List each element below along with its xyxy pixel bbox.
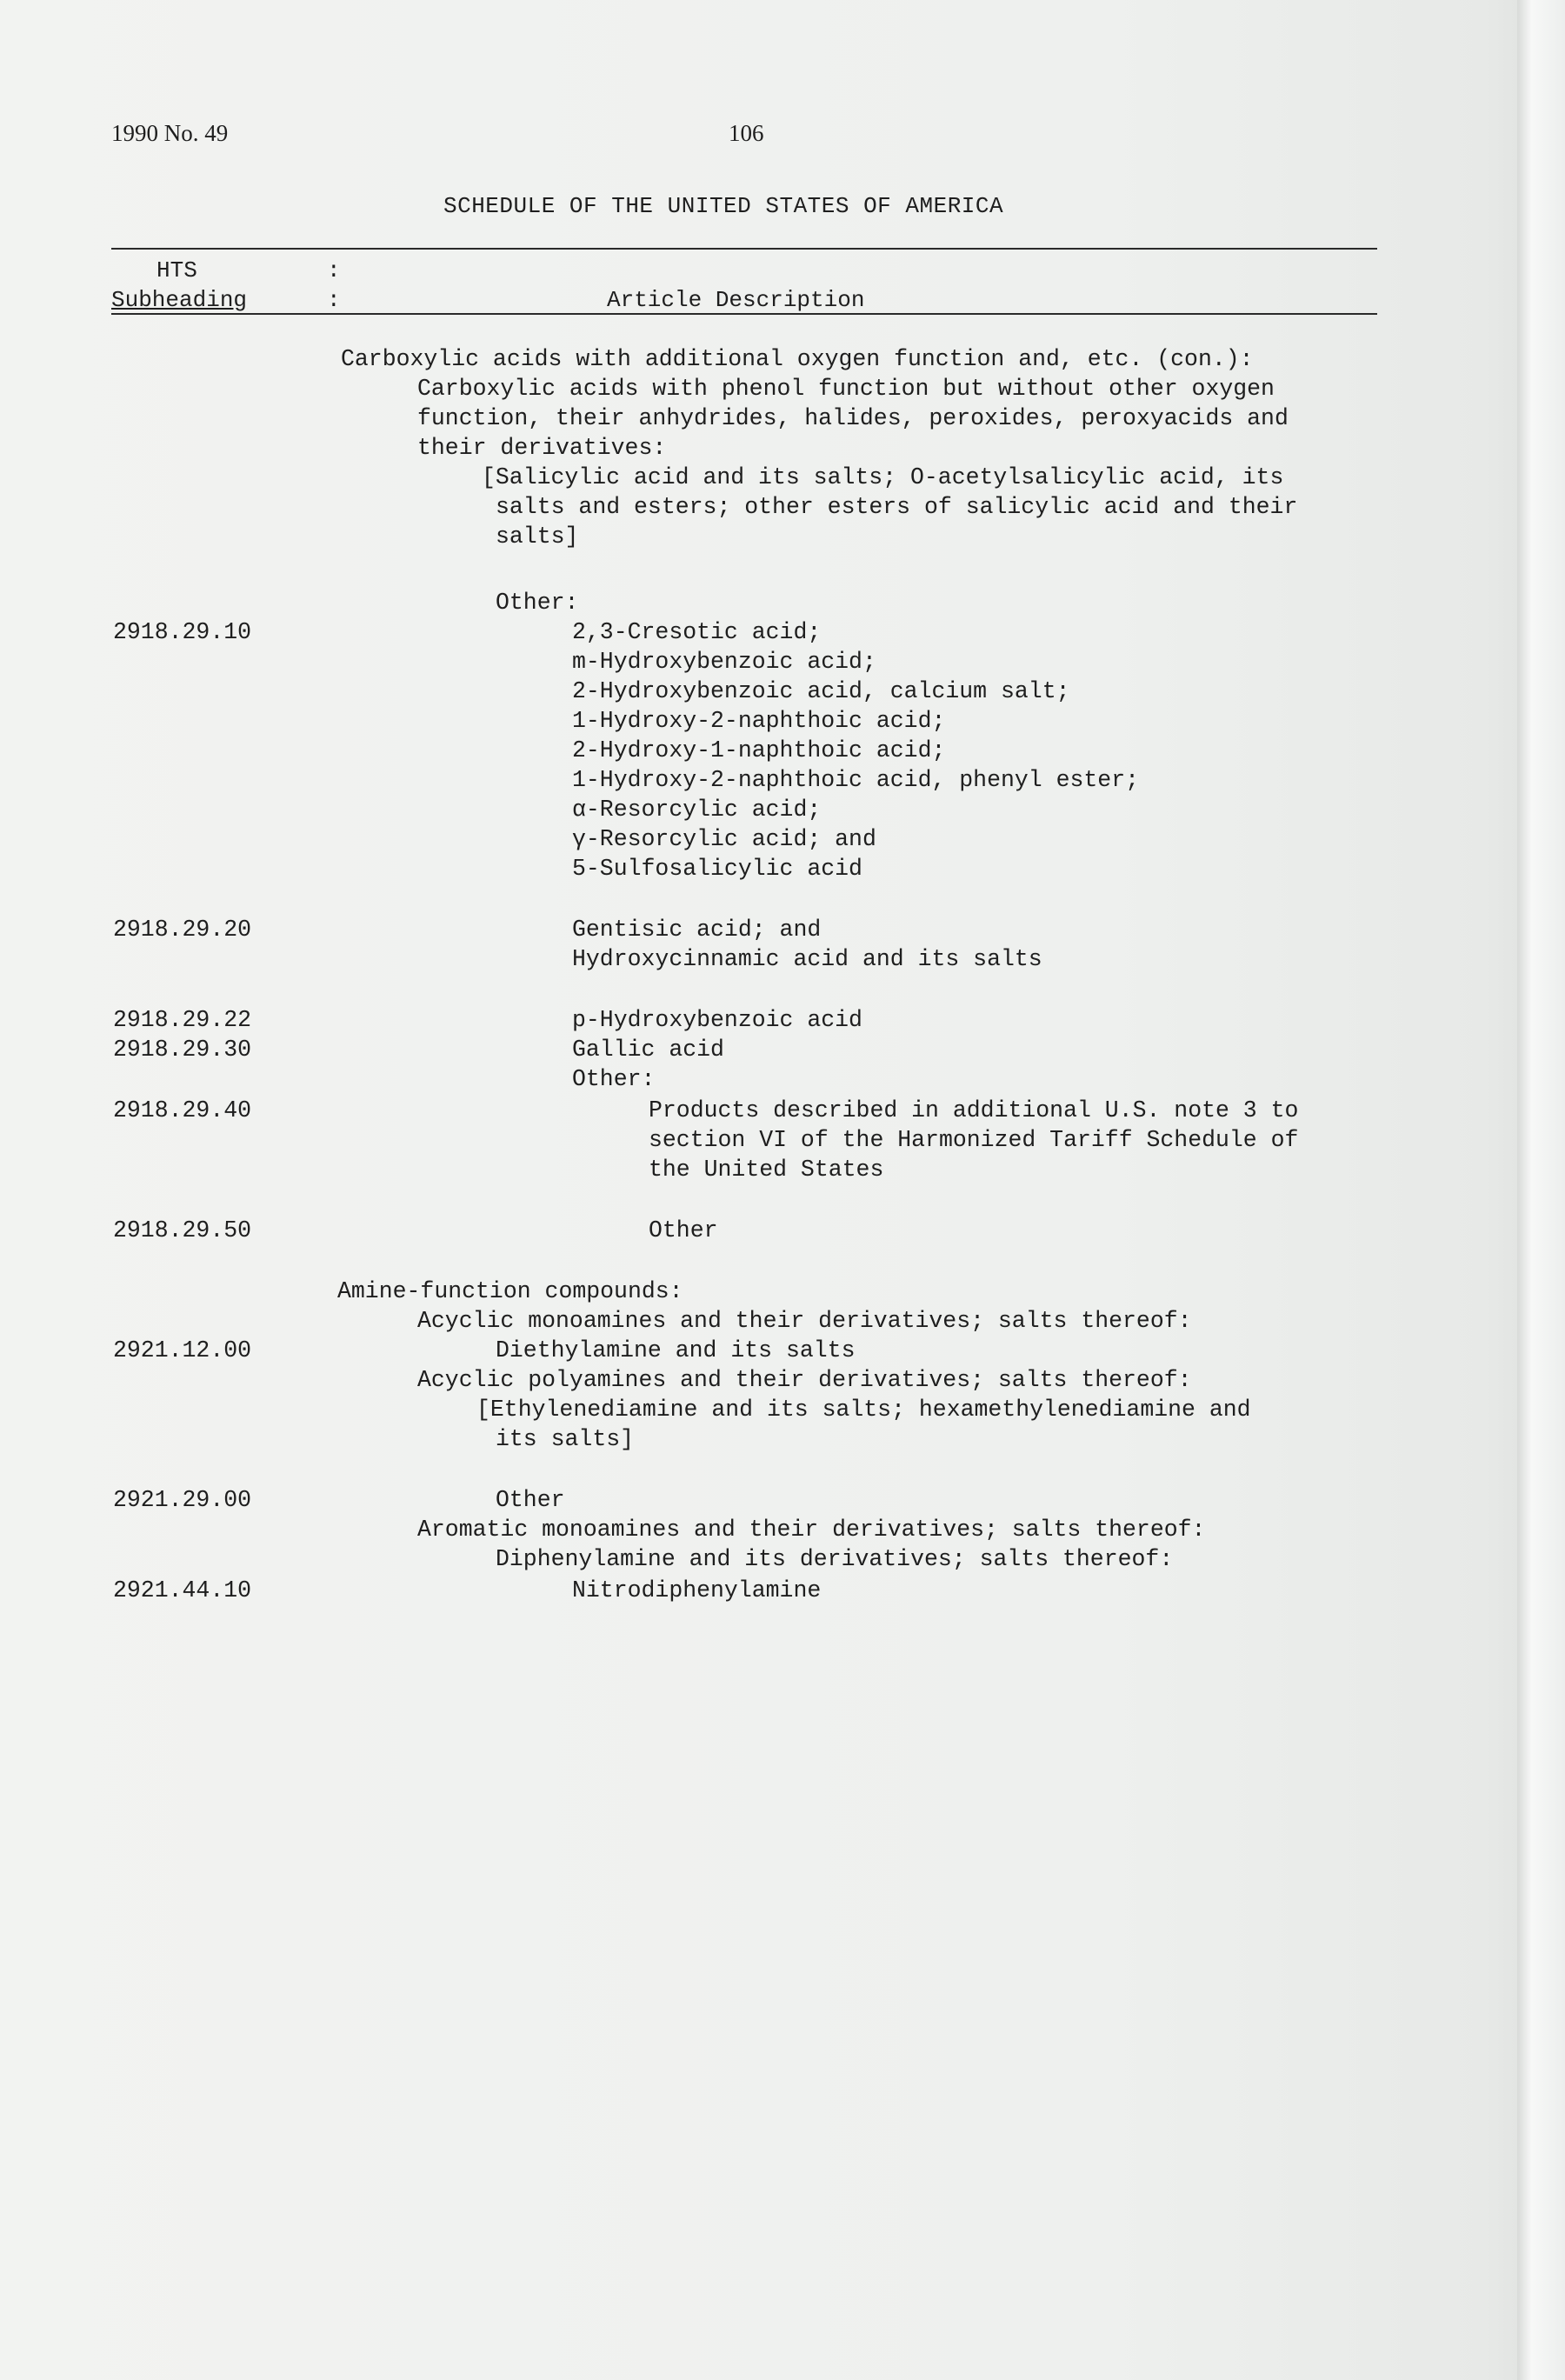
description-line: section VI of the Harmonized Tariff Schedule of (649, 1127, 1299, 1153)
hts-code: 2918.29.20 (113, 917, 252, 943)
description-line: salts and esters; other esters of salicylic acid and their (496, 494, 1298, 520)
description-line: Other: (496, 590, 579, 616)
description-line: Diphenylamine and its derivatives; salts thereof: (496, 1546, 1174, 1572)
description-line: α-Resorcylic acid; (572, 797, 822, 823)
description-line: Gentisic acid; and (572, 917, 822, 943)
document-reference: 1990 No. 49 (111, 120, 229, 146)
description-line: its salts] (496, 1426, 635, 1452)
description-line: Acyclic monoamines and their derivatives; salts thereof: (417, 1308, 1192, 1334)
description-line: Nitrodiphenylamine (572, 1577, 822, 1603)
description-line: 2-Hydroxy-1-naphthoic acid; (572, 737, 946, 763)
description-line: 5-Sulfosalicylic acid (572, 856, 862, 882)
column-colon: : (327, 287, 341, 313)
description-line: Carboxylic acids with phenol function but without other oxygen (417, 376, 1275, 402)
description-line: 1-Hydroxy-2-naphthoic acid, phenyl ester; (572, 767, 1140, 793)
hts-code: 2918.29.40 (113, 1097, 252, 1123)
description-line: [Ethylenediamine and its salts; hexamethylenediamine and (476, 1397, 1251, 1423)
description-line: 1-Hydroxy-2-naphthoic acid; (572, 708, 946, 734)
description-line: the United States (649, 1157, 884, 1183)
description-line: Other: (572, 1066, 656, 1092)
hts-code: 2918.29.30 (113, 1037, 252, 1063)
description-line: Amine-function compounds: (337, 1278, 683, 1304)
description-line: [Salicylic acid and its salts; O-acetylsalicylic acid, its (482, 464, 1284, 490)
description-line: m-Hydroxybenzoic acid; (572, 649, 876, 675)
column-header-article-description: Article Description (607, 287, 865, 313)
description-line: Carboxylic acids with additional oxygen function and, etc. (con.): (341, 346, 1254, 372)
description-line: salts] (496, 523, 579, 550)
description-line: Hydroxycinnamic acid and its salts (572, 946, 1042, 972)
column-header-subheading: Subheading (111, 287, 248, 313)
schedule-title: SCHEDULE OF THE UNITED STATES OF AMERICA (443, 193, 1004, 219)
description-line: Products described in additional U.S. note 3 to (649, 1097, 1299, 1123)
description-line: γ-Resorcylic acid; and (572, 826, 876, 852)
description-line: Other (649, 1217, 718, 1243)
description-line: Diethylamine and its salts (496, 1337, 856, 1363)
hts-code: 2921.12.00 (113, 1337, 252, 1363)
description-line: 2-Hydroxybenzoic acid, calcium salt; (572, 678, 1070, 704)
description-line: Acyclic polyamines and their derivatives; salts thereof: (417, 1367, 1192, 1393)
description-line: their derivatives: (417, 435, 667, 461)
hts-code: 2921.29.00 (113, 1487, 252, 1513)
description-line: function, their anhydrides, halides, peroxides, peroxyacids and (417, 405, 1289, 431)
page-number: 106 (729, 120, 764, 146)
column-header-hts: HTS (156, 257, 197, 283)
hts-code: 2918.29.10 (113, 619, 252, 645)
description-line: Aromatic monoamines and their derivatives; salts thereof: (417, 1517, 1206, 1543)
hts-code: 2918.29.50 (113, 1217, 252, 1243)
column-colon: : (327, 257, 341, 283)
description-line: Gallic acid (572, 1037, 724, 1063)
hts-code: 2918.29.22 (113, 1007, 252, 1033)
hts-code: 2921.44.10 (113, 1577, 252, 1603)
description-line: 2,3-Cresotic acid; (572, 619, 822, 645)
description-line: Other (496, 1487, 565, 1513)
description-line: p-Hydroxybenzoic acid (572, 1007, 862, 1033)
